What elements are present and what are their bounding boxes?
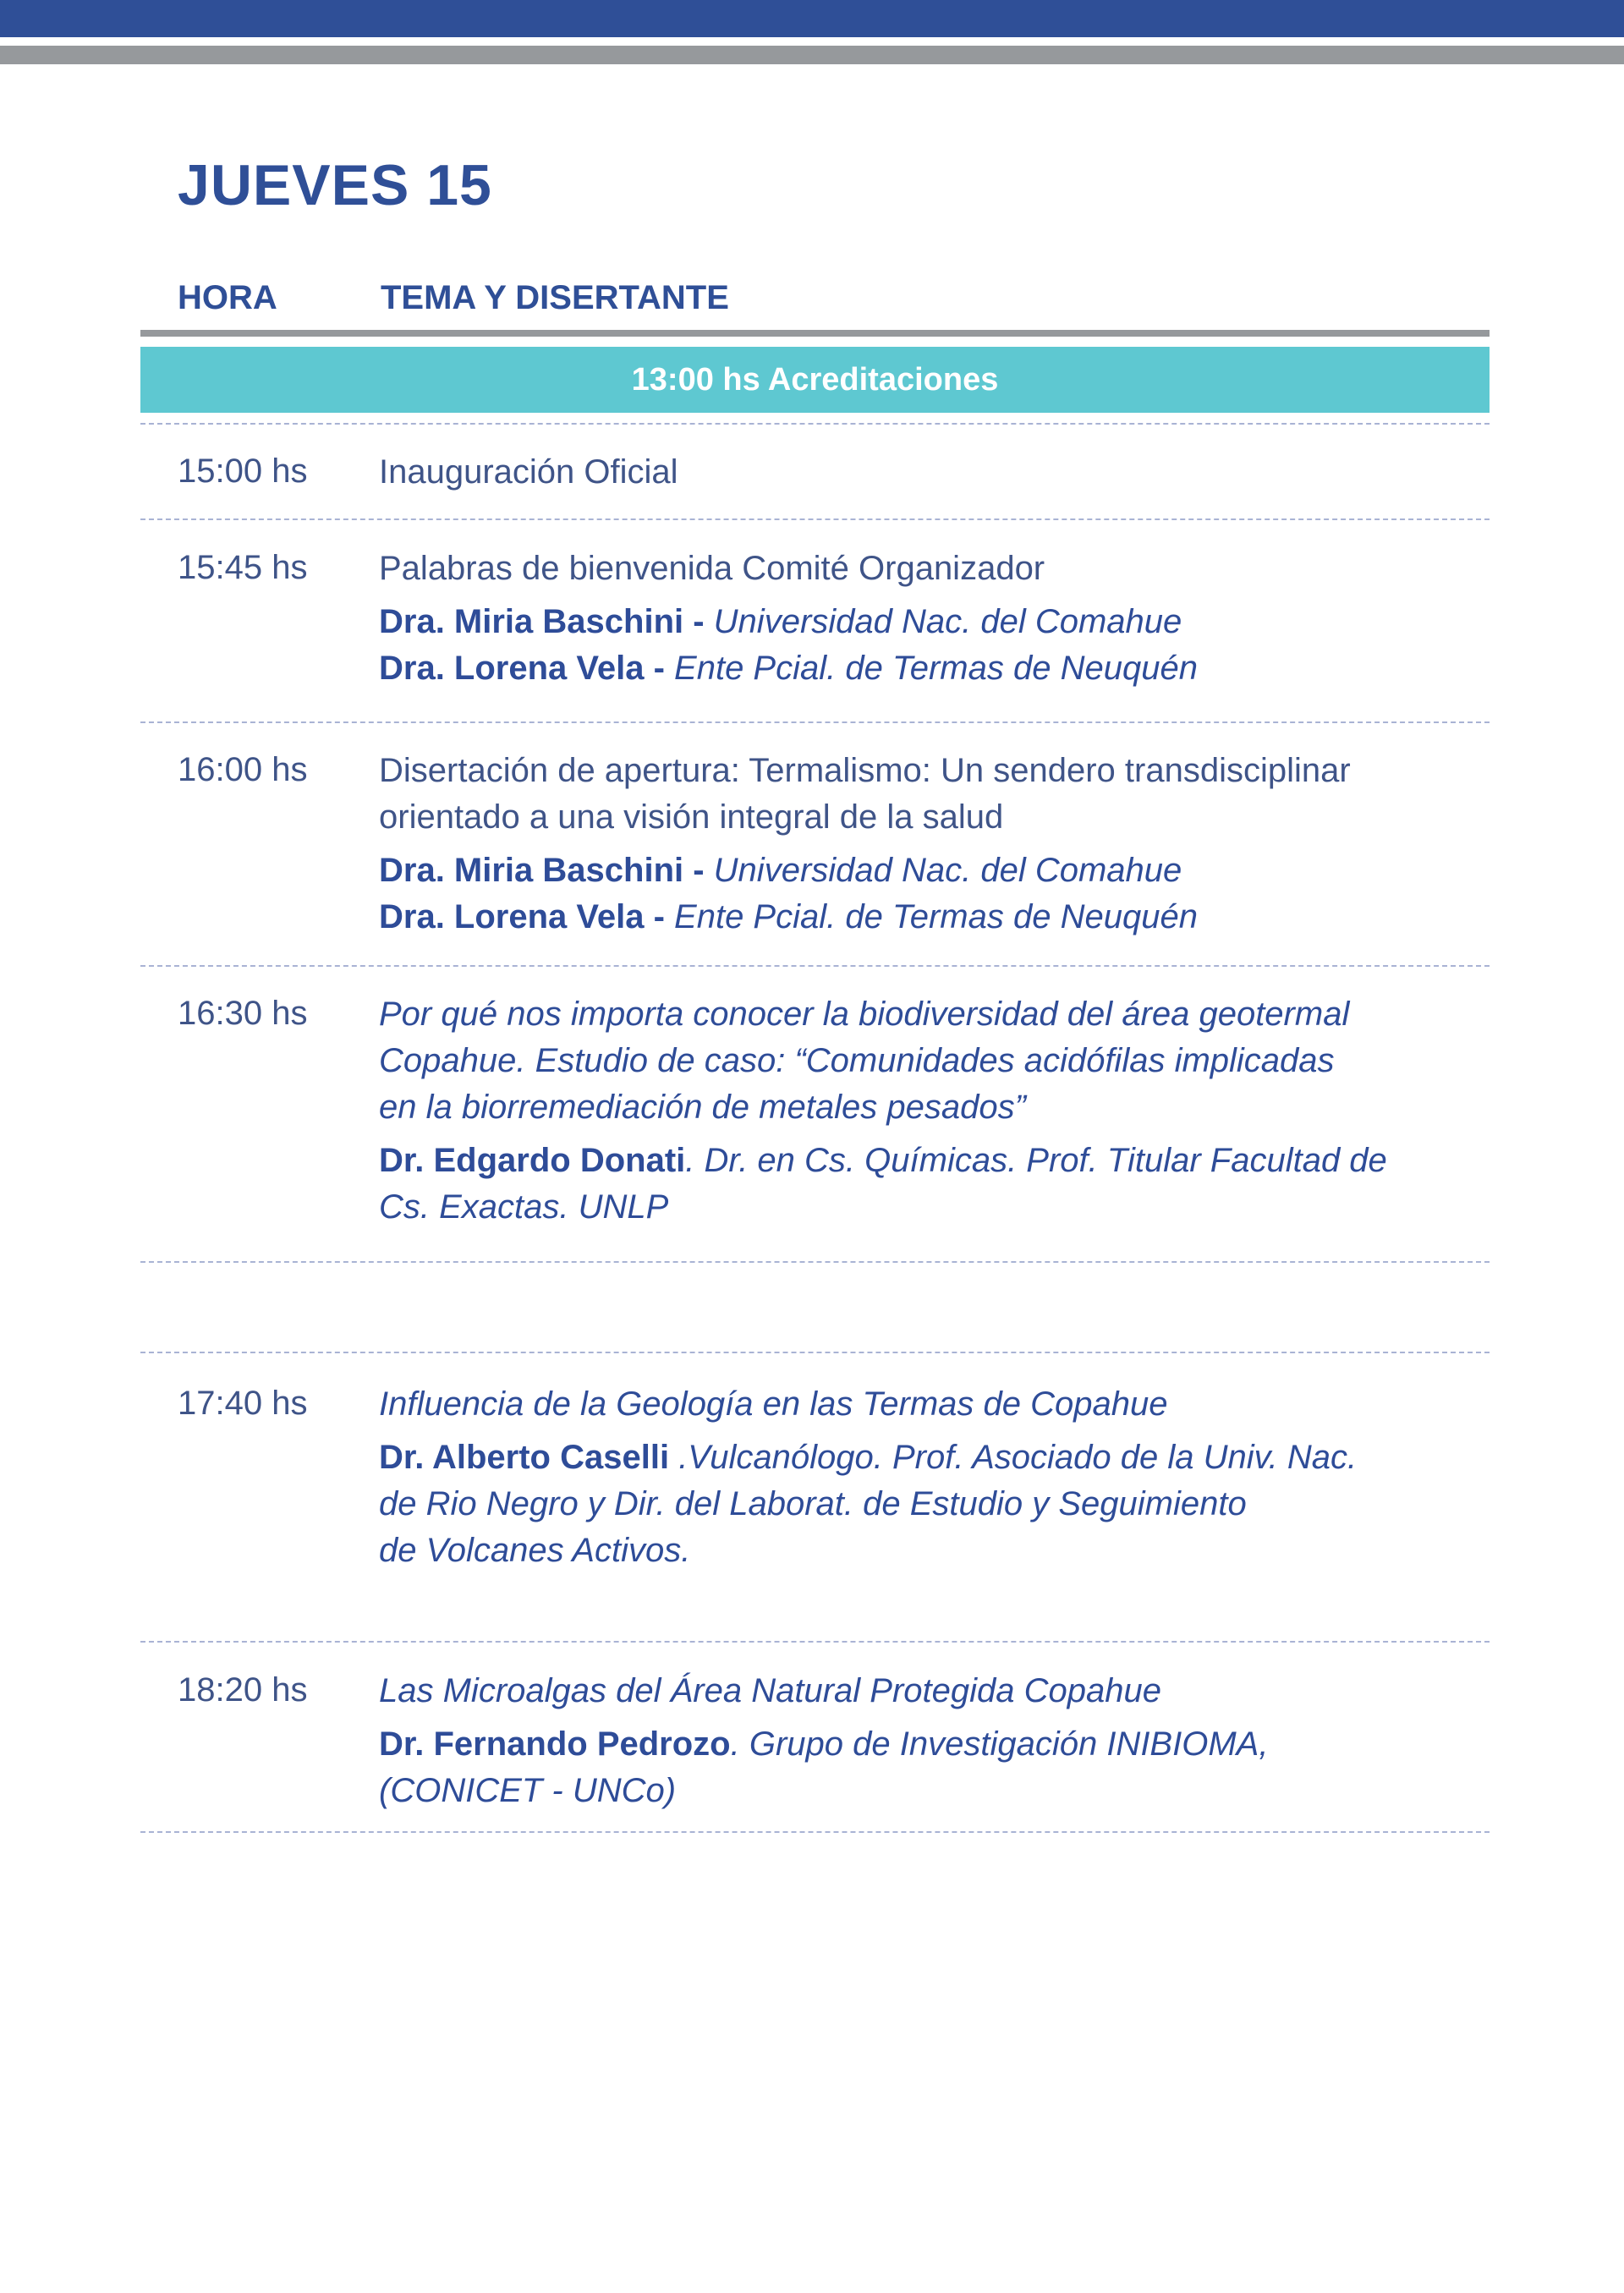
speaker-line [379,599,1495,645]
column-header-hora: HORA [178,279,277,316]
speaker-line [379,1184,1495,1231]
topic-line: Influencia de la Geología en las Termas de Copahue [379,1385,1168,1423]
speaker-line [379,1481,1495,1528]
day-title: JUEVES 15 [178,153,492,217]
speaker-affiliation: Cs. Exactas. UNLP [379,1188,669,1226]
speaker-line [379,894,1495,941]
speaker-affiliation: de Rio Negro y Dir. del Laborat. de Estudio y Seguimiento [379,1485,1247,1522]
row-divider [140,721,1490,723]
speaker-line [379,1768,1495,1814]
row-divider [140,1831,1490,1833]
topic-line: Copahue. Estudio de caso: “Comunidades acidófilas implicadas [379,1042,1335,1079]
row-divider [140,518,1490,520]
row-divider [140,1261,1490,1263]
row-time: 15:00 hs [178,453,308,490]
speaker-affiliation: . Grupo de Investigación INIBIOMA, [730,1725,1269,1763]
column-header-tema: TEMA Y DISERTANTE [381,279,729,316]
row-time: 15:45 hs [178,549,308,586]
schedule-entry [379,1668,1495,1814]
speaker-name: Dra. Miria Baschini - [379,603,714,640]
schedule-entry [379,449,1495,496]
schedule-entry [379,991,1495,1231]
topic-line: en la biorremediación de metales pesados” [379,1089,1026,1126]
speaker-affiliation: Universidad Nac. del Comahue [713,603,1182,640]
row-time: 18:20 hs [178,1671,308,1709]
topic-line: Por qué nos importa conocer la biodiversidad del área geotermal [379,996,1350,1033]
speaker-line [379,1721,1495,1768]
speaker-list [379,848,1495,941]
topic-line: Palabras de bienvenida Comité Organizador [379,550,1045,587]
header-rule [140,330,1490,337]
row-time: 16:30 hs [178,995,308,1032]
row-divider [140,423,1490,425]
speaker-affiliation: de Volcanes Activos. [379,1532,691,1569]
speaker-name: Dra. Lorena Vela - [379,650,675,687]
accreditation-band: 13:00 hs Acreditaciones [140,347,1490,413]
row-time: 17:40 hs [178,1385,308,1422]
speaker-list [379,1434,1495,1574]
speaker-name: Dra. Miria Baschini - [379,852,714,889]
topic-line: Disertación de apertura: Termalismo: Un sendero transdisciplinar [379,752,1351,789]
topic-line: Las Microalgas del Área Natural Protegida Copahue [379,1672,1161,1709]
row-divider [140,965,1490,967]
schedule-entry [379,1381,1495,1574]
speaker-affiliation: (CONICET - UNCo) [379,1772,677,1809]
speaker-affiliation: . Dr. en Cs. Químicas. Prof. Titular Facultad de [685,1142,1387,1179]
speaker-list [379,599,1495,692]
top-blue-bar [0,0,1624,37]
speaker-line [379,848,1495,894]
schedule-entry [379,546,1495,692]
speaker-affiliation: Universidad Nac. del Comahue [713,852,1182,889]
top-gray-bar [0,46,1624,64]
speaker-line [379,645,1495,692]
speaker-name: Dr. Alberto Caselli [379,1439,679,1476]
speaker-list [379,1721,1495,1814]
row-time: 16:00 hs [178,751,308,788]
speaker-list [379,1138,1495,1231]
row-divider [140,1641,1490,1643]
topic-line: Inauguración Oficial [379,453,678,491]
speaker-affiliation: Ente Pcial. de Termas de Neuquén [674,650,1198,687]
speaker-name: Dr. Fernando Pedrozo [379,1725,731,1763]
speaker-line [379,1528,1495,1574]
topic-line: orientado a una visión integral de la salud [379,798,1004,836]
speaker-name: Dra. Lorena Vela - [379,898,675,935]
row-divider [140,1352,1490,1353]
speaker-name: Dr. Edgardo Donati [379,1142,686,1179]
speaker-line [379,1138,1495,1184]
speaker-affiliation: Ente Pcial. de Termas de Neuquén [674,898,1198,935]
schedule-entry [379,748,1495,941]
speaker-affiliation: .Vulcanólogo. Prof. Asociado de la Univ. Nac. [678,1439,1358,1476]
speaker-line [379,1434,1495,1481]
